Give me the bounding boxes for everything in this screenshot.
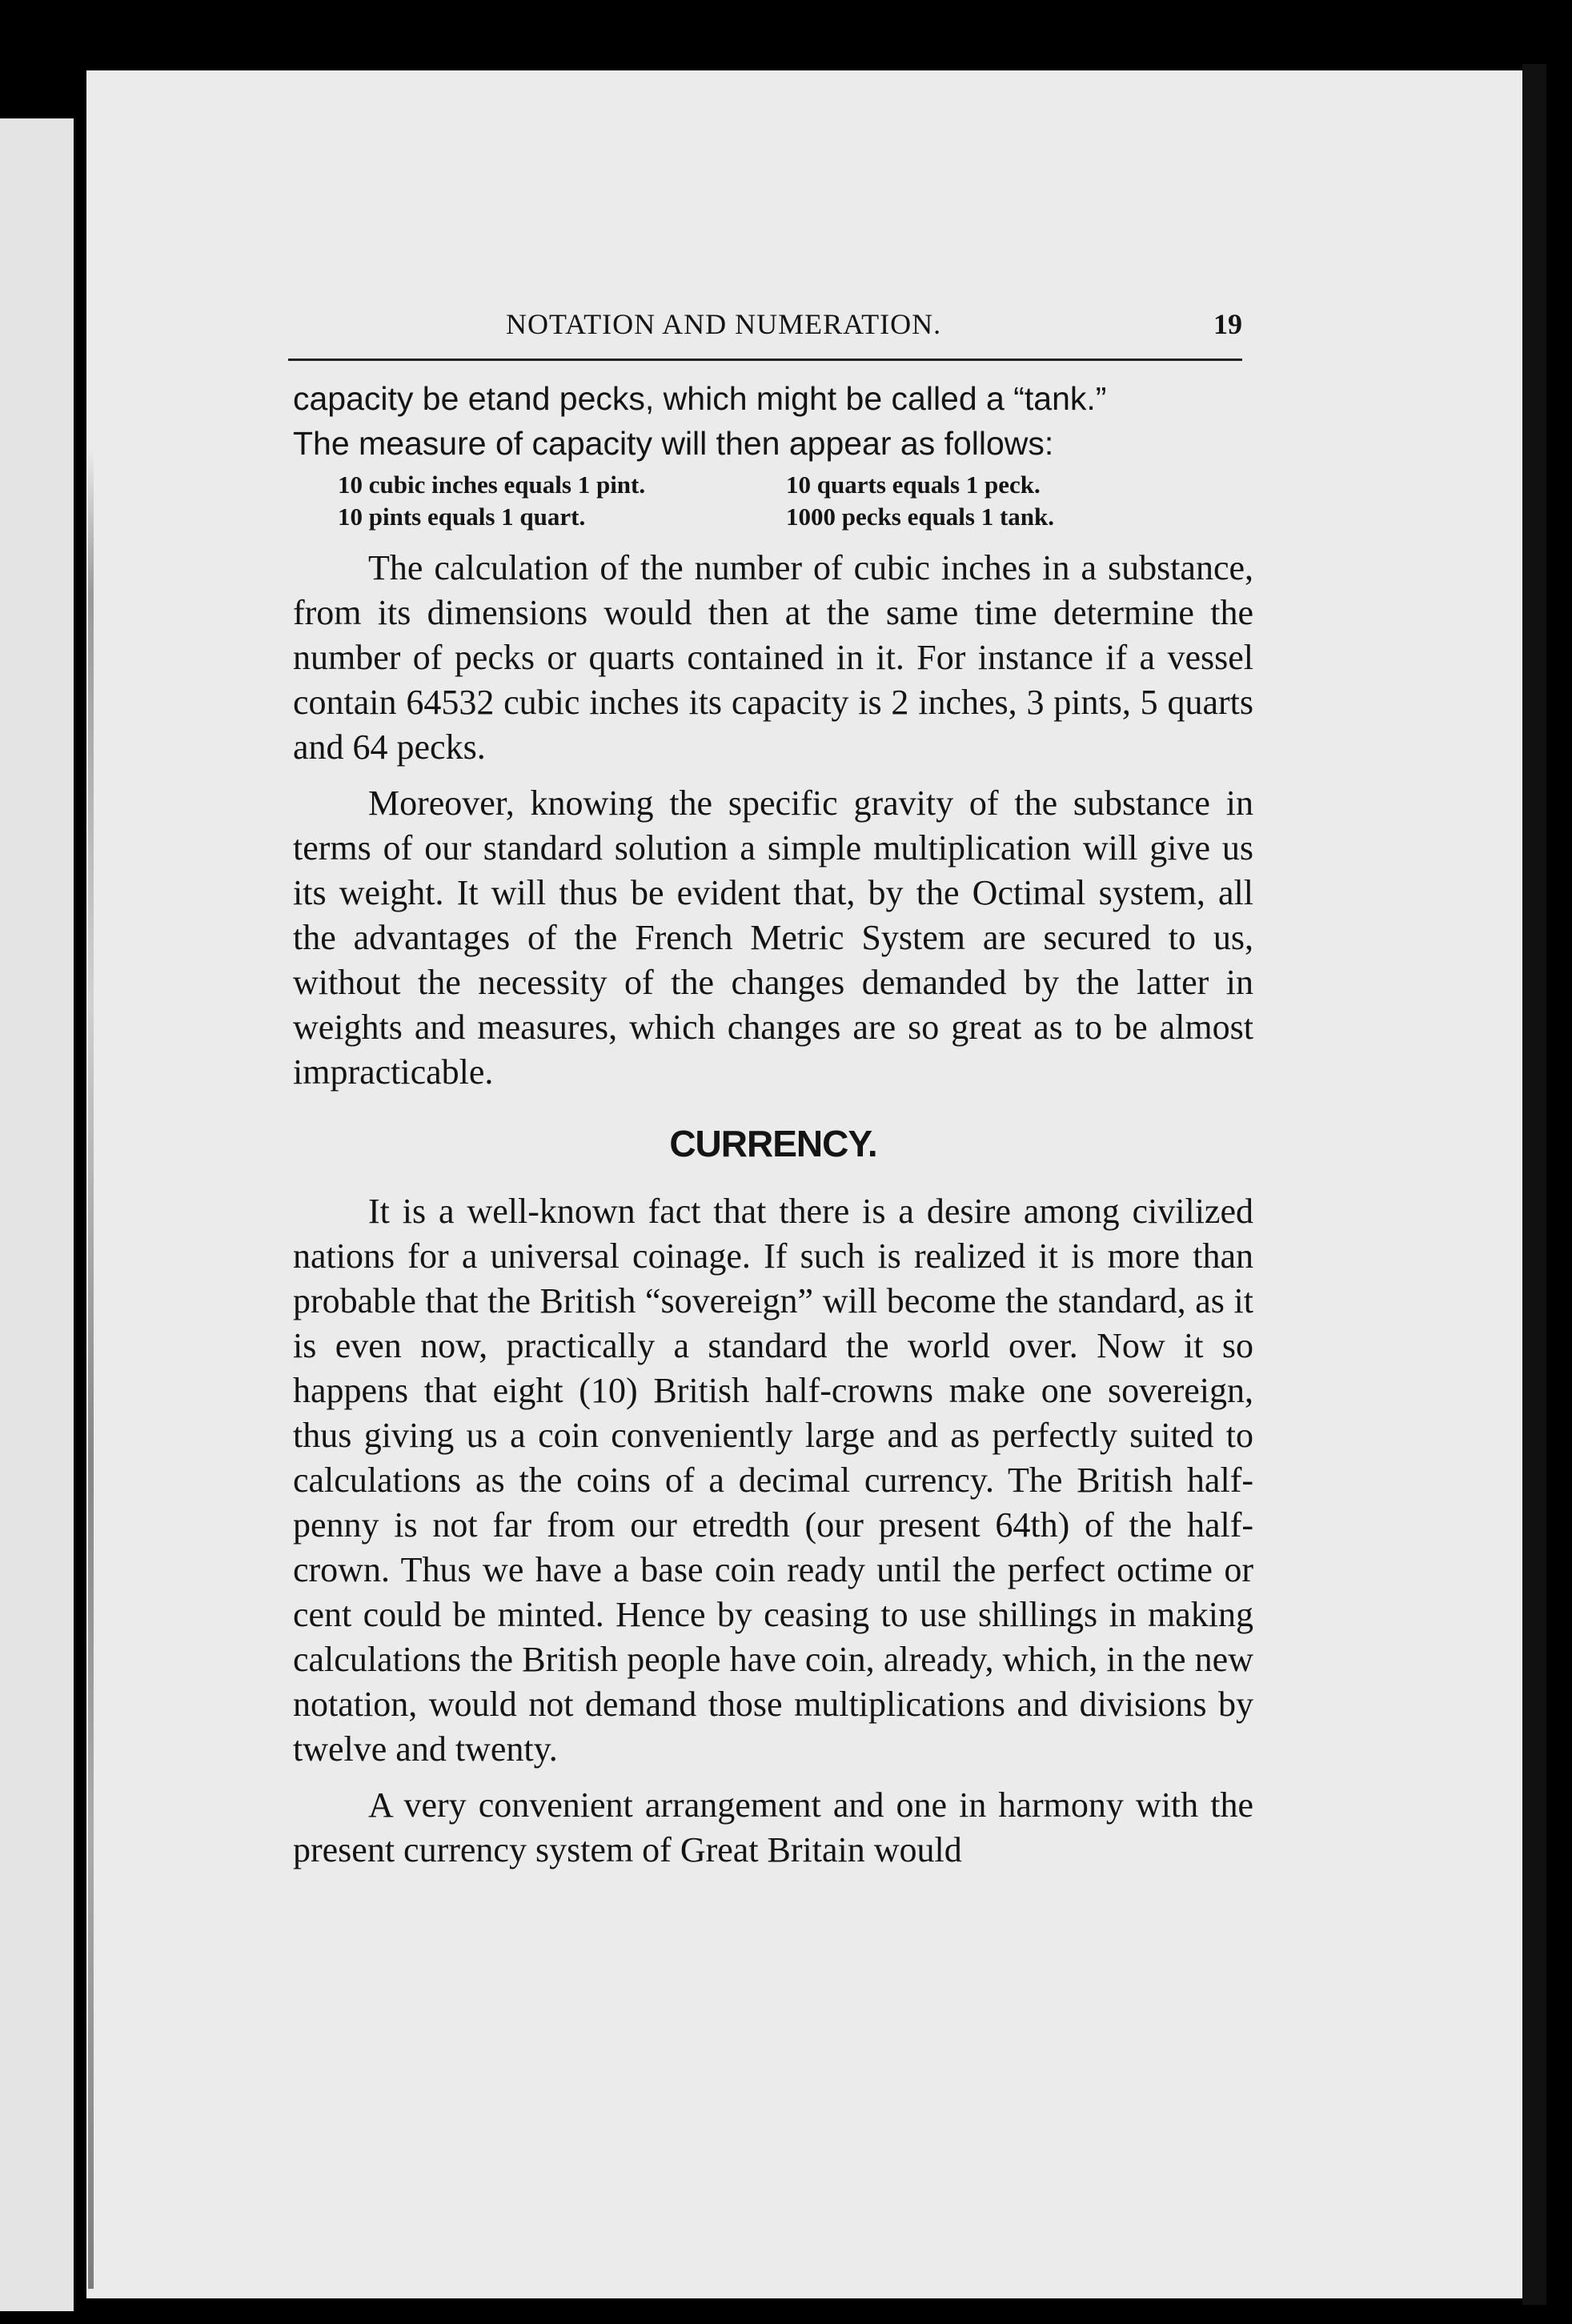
running-head [288,304,1242,349]
paragraph: Moreover, knowing the specific gravity of the substance in terms of our standard solution a simple multiplication will give us its weight. It will thus be evident that, by the Octimal system, all the advantages of the French Metric System are secured to us, without the necessity of the changes demanded by the latter in weights and measures, which changes are so great as to be almost impracticable. [293,783,1253,1092]
right-page-edge [1522,64,1546,2305]
measures-table [338,469,1253,533]
table-cell: 10 pints equals 1 quart. [338,503,586,531]
binding-edge [88,448,94,2289]
paragraph: The calculation of the number of cubic inches in a substance, from its dimensions would then at the same time determine the number of pecks or quarts contained in it. For instance if a vessel contain 64532 cubic inches its capacity is 2 inches, 3 pints, 5 quarts and 64 pecks. [293,548,1253,767]
running-head-title: NOTATION AND NUMERATION. [506,308,942,340]
table-cell: 10 cubic inches equals 1 pint. [338,471,646,499]
paragraph: It is a well-known fact that there is a desire among civilized nations for a universal coinage. If such is realized it is more than probable that the British “sovereign” will become the standard, as it is even now, practically a standard the world over. Now it so happens that eight (10) British half-crowns make one sovereign, thus giving us a coin conveniently large and as perfectly suited to calculations as the coins of a decimal currency. The British half-penny is not far from our etredth (our present 64th) of the half-crown. Thus we have a base coin ready until the perfect octime or cent could be minted. Hence by ceasing to use shillings in making calculations the British people have coin, already, which, in the new notation, would not demand those multiplications and divisions by twelve and twenty. [293,1192,1253,1769]
page-body [293,376,1253,1873]
left-page-edge [0,118,74,2311]
text-line: The measure of capacity will then appear as follows: [293,425,1054,462]
table-cell: 10 quarts equals 1 peck. [786,471,1041,499]
page-number: 19 [1213,308,1242,340]
header-rule [288,359,1242,361]
section-heading: CURRENCY. [669,1123,877,1164]
text-line: capacity be etand pecks, which might be called a “tank.” [293,380,1107,417]
paragraph: A very convenient arrangement and one in harmony with the present currency system of Great Britain would [293,1785,1253,1869]
table-cell: 1000 pecks equals 1 tank. [786,503,1055,531]
